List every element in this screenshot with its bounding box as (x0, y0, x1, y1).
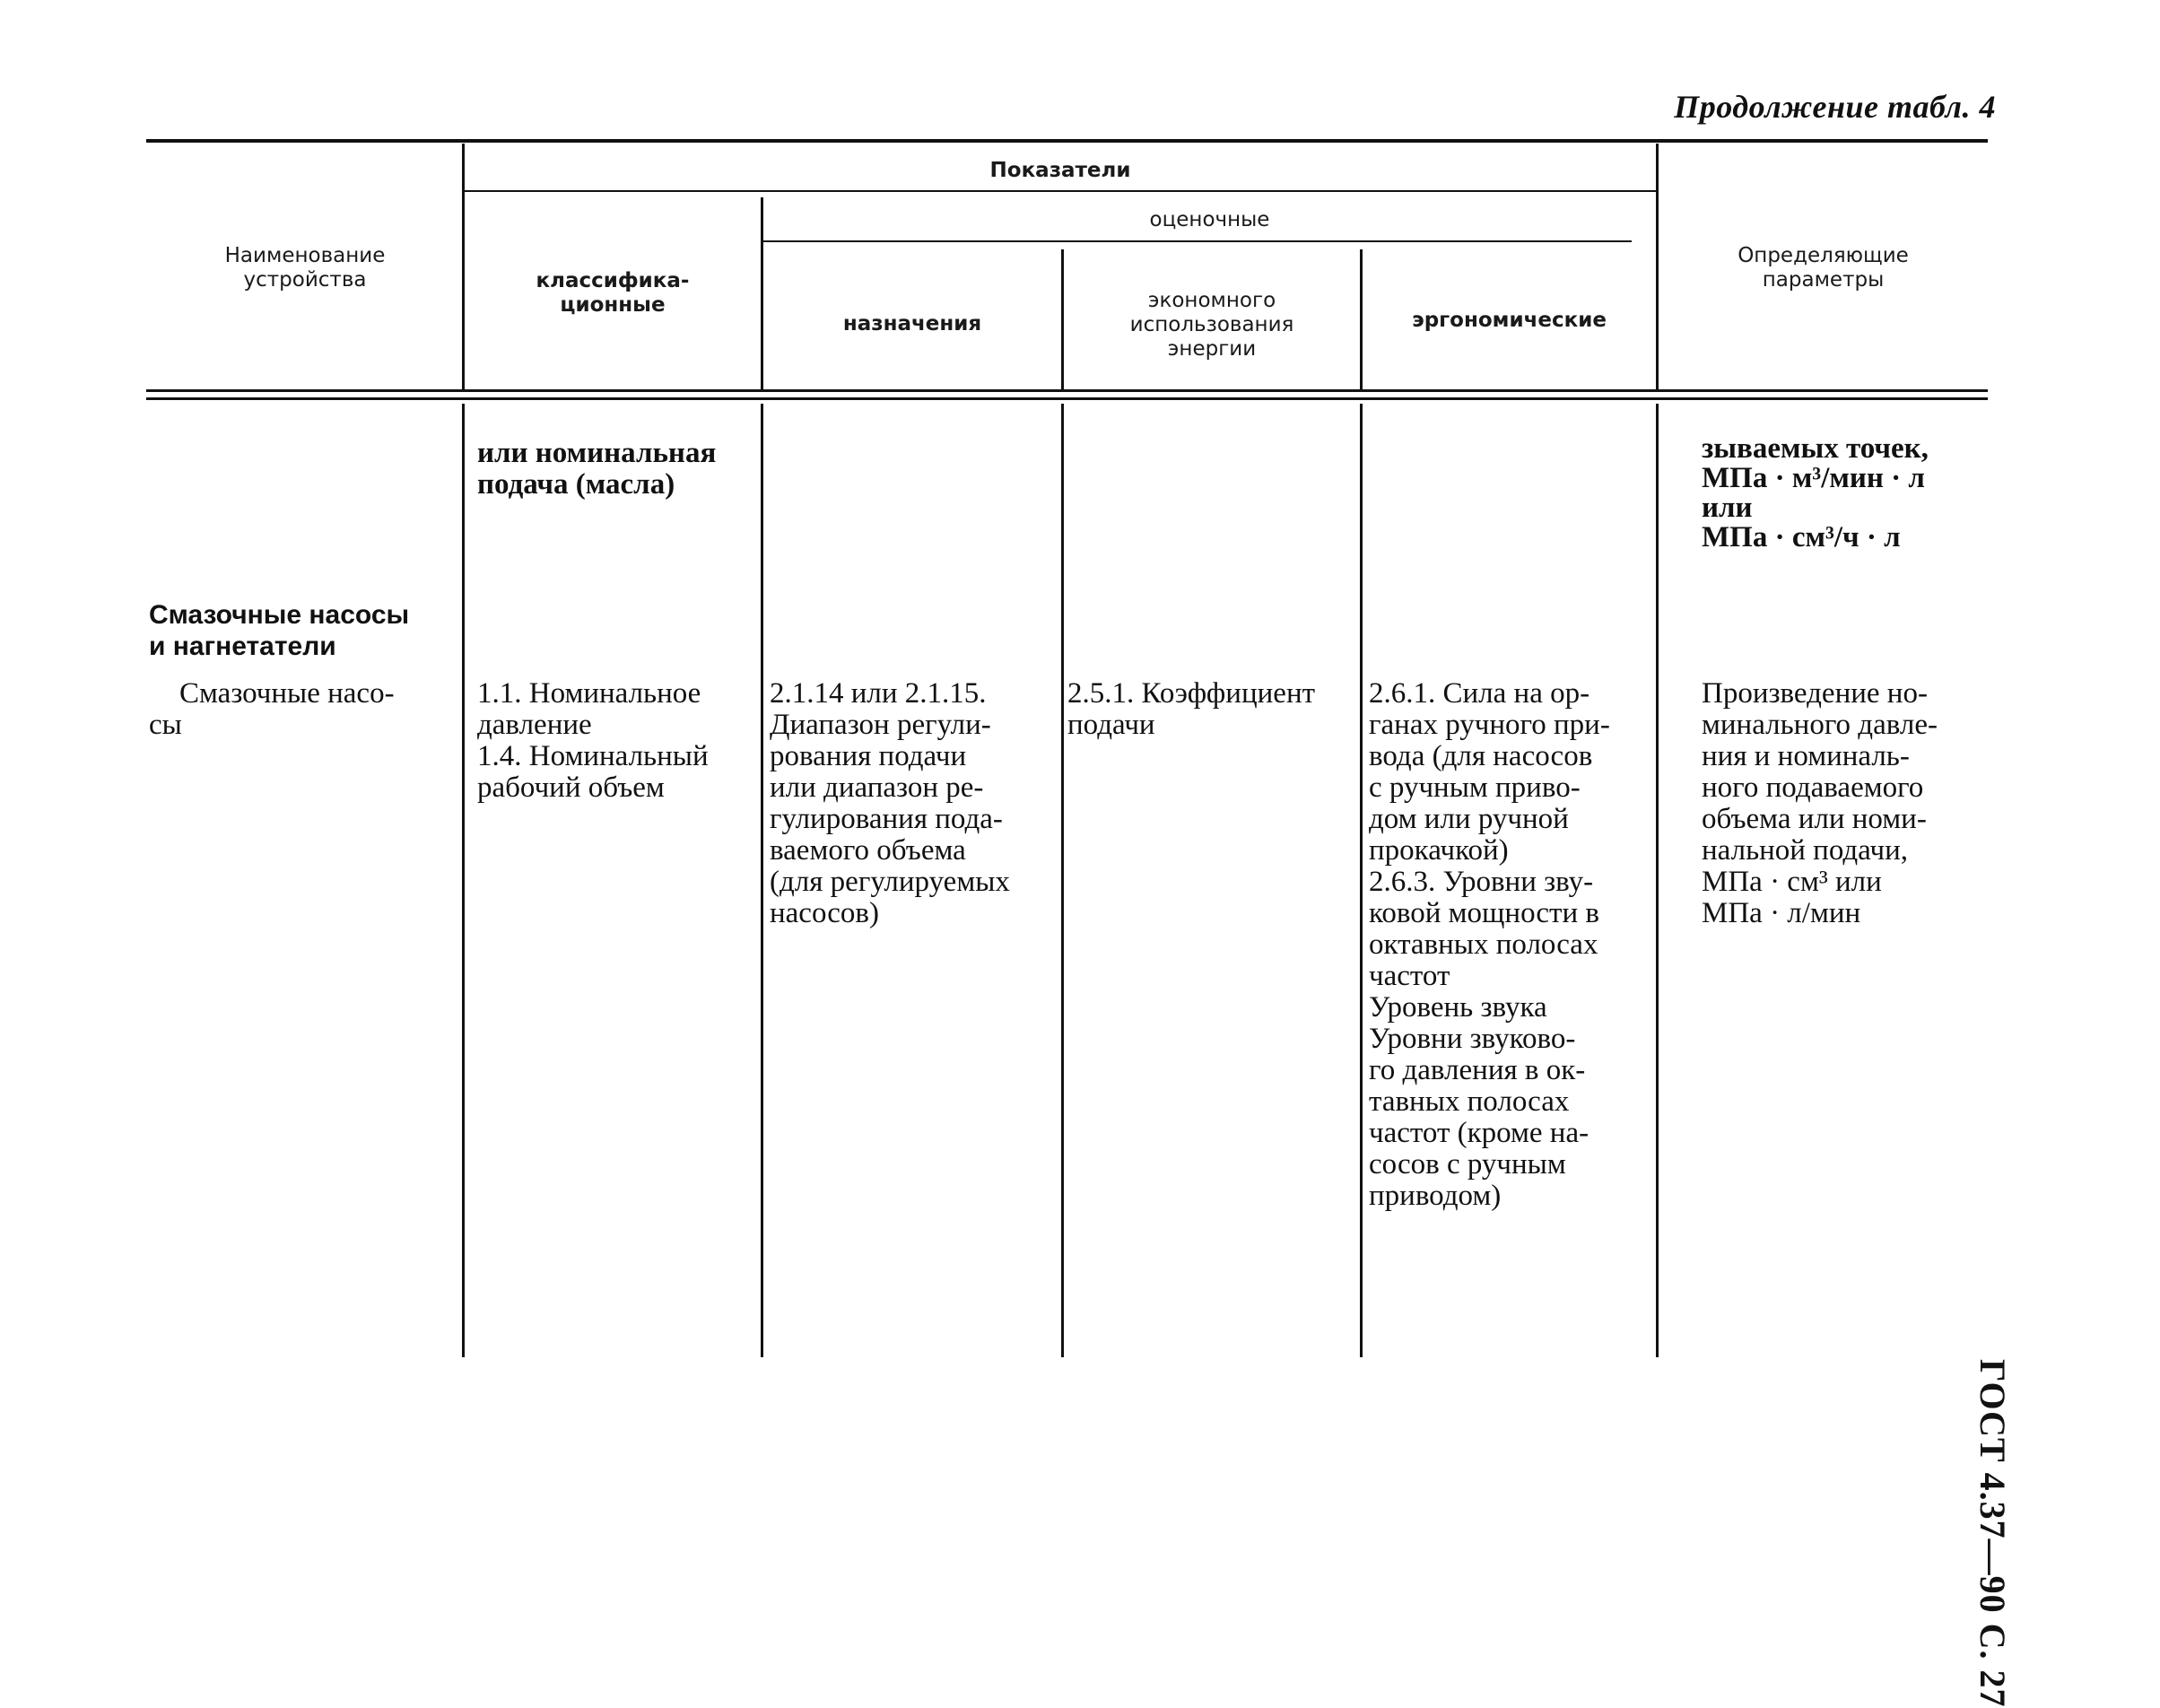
header-ergonomic: эргономические (1412, 309, 1607, 332)
page-side-label: ГОСТ 4.37—90 С. 27 (1973, 1359, 2013, 1708)
header-energy: экономного использования энергии (1129, 289, 1294, 361)
row-ergonomic: 2.6.1. Сила на ор- ганах ручного при- вода (для насосов с ручным приво- дом или ручной прокачкой) 2.6.3. Уровни зву- ковой мощности в октавных полосах частот Уровень звука Уровни звуково- го давления в ок- тавных полосах частот (кроме на- сосов с ручным приводом) (1369, 677, 1610, 1212)
header-bottom-rule-2 (146, 397, 1988, 400)
header-bottom-rule-1 (146, 389, 1988, 392)
header-purpose: назначения (842, 312, 982, 336)
header-defining: Определяющие параметры (1738, 244, 1909, 292)
continued-classification: или номинальная подача (масла) (477, 437, 717, 501)
header-classification: классифика- ционные (536, 269, 690, 317)
body-divider-1 (462, 404, 465, 1357)
row-purpose: 2.1.14 или 2.1.15. Диапазон регули- рования подачи или диапазон ре- гулирования пода- ваемого объема (для регулируемых насосов) (770, 677, 1010, 929)
row-energy: 2.5.1. Коэффициент подачи (1067, 677, 1316, 741)
body-divider-3 (1061, 404, 1064, 1357)
row-classification: 1.1. Номинальное давление 1.4. Номинальный рабочий объем (477, 677, 709, 804)
evaluation-underline (763, 240, 1632, 242)
row-device: Смазочные насо- сы (149, 677, 395, 741)
body-divider-4 (1360, 404, 1363, 1357)
header-indicators: Показатели (989, 159, 1131, 182)
header-device-name: Наименование устройства (224, 244, 386, 292)
header-evaluation: оценочные (1149, 208, 1270, 231)
section-title: Смазочные насосы и нагнетатели (149, 600, 410, 661)
indicators-underline (465, 190, 1656, 192)
continued-defining: зываемых точек, МПа · м³/мин · л или МПа · см³/ч · л (1702, 432, 1929, 553)
body-divider-2 (761, 404, 763, 1357)
table-continuation-caption: Продолжение табл. 4 (1674, 89, 1996, 125)
top-rule (146, 139, 1988, 143)
body-divider-5 (1656, 404, 1659, 1357)
row-defining: Произведение но- минального давле- ния и номиналь- ного подаваемого объема или номи- нальной подачи, МПа · см³ или МПа · л/мин (1702, 677, 1938, 929)
